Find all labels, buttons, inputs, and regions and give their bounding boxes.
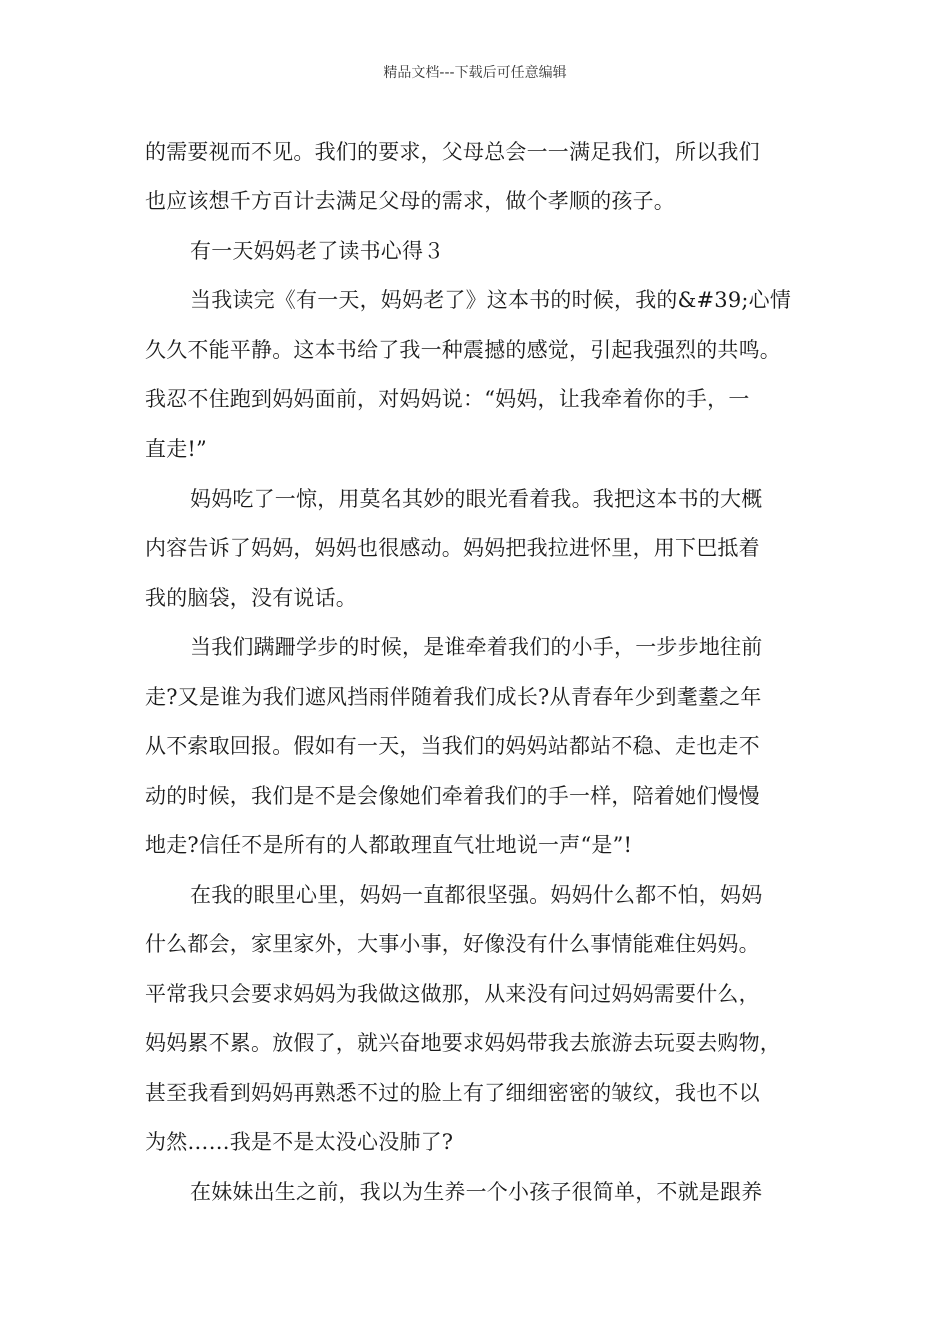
text-line: 平常我只会要求妈妈为我做这做那，从来没有问过妈妈需要什么，: [145, 982, 760, 1006]
text-line: 在妹妹出生之前，我以为生养一个小孩子很简单，不就是跟养: [190, 1180, 763, 1204]
text-line: 为然……我是不是太没心没肺了?: [145, 1130, 454, 1154]
text-line: 动的时候，我们是不是会像她们牵着我们的手一样，陪着她们慢慢: [145, 784, 760, 808]
text-line: 地走?信任不是所有的人都敢理直气壮地说一声“是”!: [145, 833, 633, 857]
text-line: 妈妈累不累。放假了，就兴奋地要求妈妈带我去旅游去玩耍去购物，: [145, 1031, 781, 1055]
text-line: 从不索取回报。假如有一天，当我们的妈妈站都站不稳、走也走不: [145, 734, 760, 758]
text-line: 甚至我看到妈妈再熟悉不过的脸上有了细细密密的皱纹，我也不以: [145, 1081, 760, 1105]
text-line: 妈妈吃了一惊，用莫名其妙的眼光看着我。我把这本书的大概: [190, 487, 763, 511]
text-line: 走?又是谁为我们遮风挡雨伴随着我们成长?从青春年少到耄耋之年: [145, 685, 762, 709]
text-line: 我的脑袋，没有说话。: [145, 586, 357, 610]
text-line: 也应该想千方百计去满足父母的需求，做个孝顺的孩子。: [145, 189, 675, 213]
text-line: 我忍不住跑到妈妈面前，对妈妈说：“妈妈，让我牵着你的手，一: [145, 387, 750, 411]
section-title: 有一天妈妈老了读书心得３: [190, 239, 445, 263]
text-line: 当我们蹒跚学步的时候，是谁牵着我们的小手，一步步地往前: [190, 635, 763, 659]
page-header: 精品文档---下载后可任意编辑: [383, 65, 567, 81]
text-line: 的需要视而不见。我们的要求，父母总会一一满足我们，所以我们: [145, 140, 760, 164]
text-line: 久久不能平静。这本书给了我一种震撼的感觉，引起我强烈的共鸣。: [145, 338, 781, 362]
text-line: 在我的眼里心里，妈妈一直都很坚强。妈妈什么都不怕，妈妈: [190, 883, 763, 907]
text-line: 内容告诉了妈妈，妈妈也很感动。妈妈把我拉进怀里，用下巴抵着: [145, 536, 760, 560]
text-line: 什么都会，家里家外，大事小事，好像没有什么事情能难住妈妈。: [145, 932, 760, 956]
text-line: 直走!”: [145, 437, 207, 461]
text-line: 当我读完《有一天，妈妈老了》这本书的时候，我的&#39;心情: [190, 288, 792, 312]
